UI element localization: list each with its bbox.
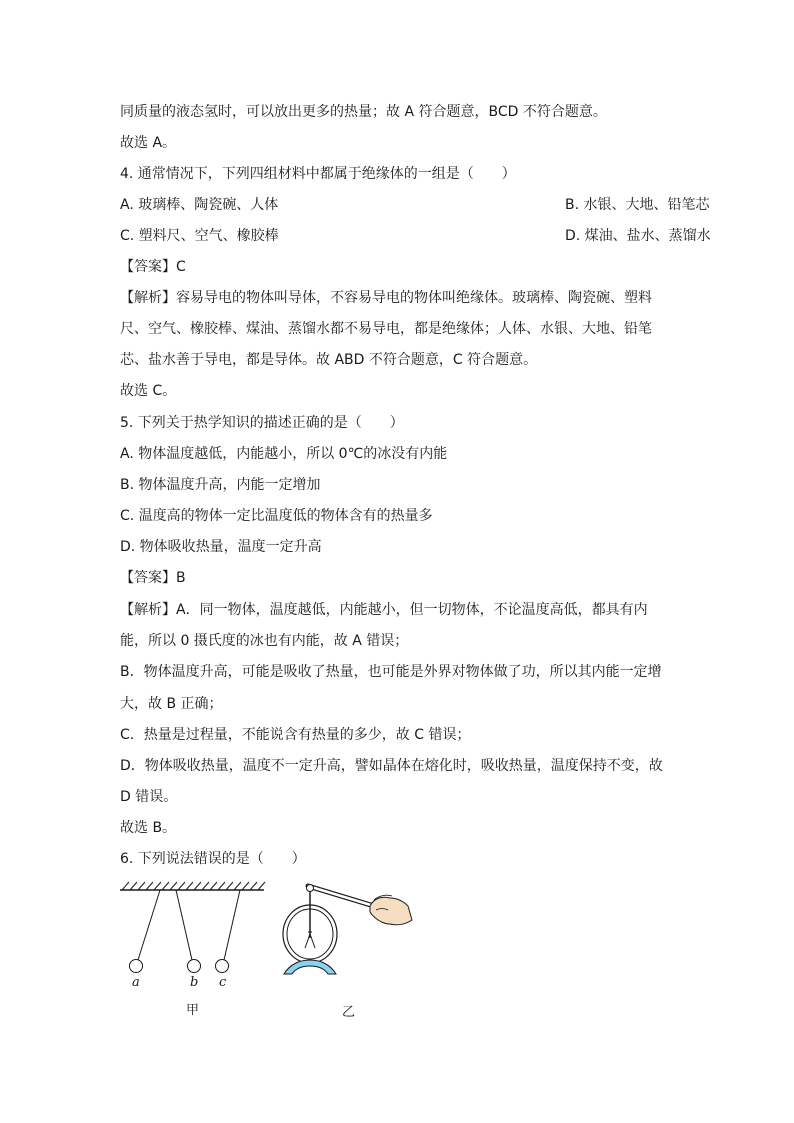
ball-c <box>216 890 241 973</box>
label-c: c <box>219 975 227 990</box>
q4-option-c: C. 塑料尺、空气、橡胶棒 <box>120 228 279 244</box>
q5-analysis-line-1: 【解析】A．同一物体，温度越低，内能越小，但一切物体，不论温度高低，都具有内 <box>120 602 648 618</box>
caption-yi: 乙 <box>342 1005 356 1020</box>
q4-choice: 故选 C。 <box>120 383 177 399</box>
q4-option-d: D. 煤油、盐水、蒸馏水 <box>565 228 711 244</box>
electroscope-figure <box>278 876 418 982</box>
q5-option-b: B. 物体温度升高，内能一定增加 <box>120 477 321 493</box>
q5-choice: 故选 B。 <box>120 820 177 836</box>
q5-option-d: D. 物体吸收热量，温度一定升高 <box>120 539 322 555</box>
pendulum-figure <box>118 880 268 990</box>
ball-a <box>130 890 161 973</box>
q5-option-c: C. 温度高的物体一定比温度低的物体含有的热量多 <box>120 508 433 524</box>
q4-option-b: B. 水银、大地、铅笔芯 <box>565 197 710 213</box>
q5-analysis-line-7: D 错误。 <box>120 789 178 805</box>
q4-option-a: A. 玻璃棒、陶瓷碗、人体 <box>120 197 279 213</box>
label-b: b <box>190 975 199 990</box>
text-line-1: 同质量的液态氢时，可以放出更多的热量；故 A 符合题意，BCD 不符合题意。 <box>120 104 607 120</box>
label-a: a <box>132 975 140 990</box>
q5-analysis-line-3: B．物体温度升高，可能是吸收了热量，也可能是外界对物体做了功，所以其内能一定增 <box>120 664 662 680</box>
text-line-2: 故选 A。 <box>120 135 177 151</box>
q4-analysis-line-2: 尺、空气、橡胶棒、煤油、蒸馏水都不易导电，都是绝缘体；人体、水银、大地、铅笔 <box>120 321 652 337</box>
q4-analysis-line-3: 芯、盐水善于导电，都是导体。故 ABD 不符合题意，C 符合题意。 <box>120 352 538 368</box>
q4-option-row-1 <box>120 195 710 215</box>
q4-option-row-2 <box>120 226 711 246</box>
q4-analysis-line-1: 【解析】容易导电的物体叫导体，不容易导电的物体叫绝缘体。玻璃棒、陶瓷碗、塑料 <box>120 290 652 306</box>
q5-option-a: A. 物体温度越低，内能越小，所以 0℃的冰没有内能 <box>120 446 448 462</box>
q5-analysis-line-2: 能，所以 0 摄氏度的冰也有内能，故 A 错误； <box>120 633 409 649</box>
question-5-stem: 5. 下列关于热学知识的描述正确的是（ ） <box>120 415 404 431</box>
q5-analysis-line-4: 大，故 B 正确； <box>120 696 223 712</box>
q5-answer: 【答案】B <box>120 570 186 586</box>
ball-b <box>176 890 201 973</box>
q5-analysis-line-6: D．物体吸收热量，温度不一定升高，譬如晶体在熔化时，吸收热量，温度保持不变，故 <box>120 758 663 774</box>
q5-analysis-line-5: C．热量是过程量，不能说含有热量的多少，故 C 错误； <box>120 727 471 743</box>
caption-jia: 甲 <box>186 1003 200 1018</box>
q4-answer: 【答案】C <box>120 259 186 275</box>
question-4-stem: 4. 通常情况下，下列四组材料中都属于绝缘体的一组是（ ） <box>120 166 516 182</box>
question-6-stem: 6. 下列说法错误的是（ ） <box>120 851 306 867</box>
